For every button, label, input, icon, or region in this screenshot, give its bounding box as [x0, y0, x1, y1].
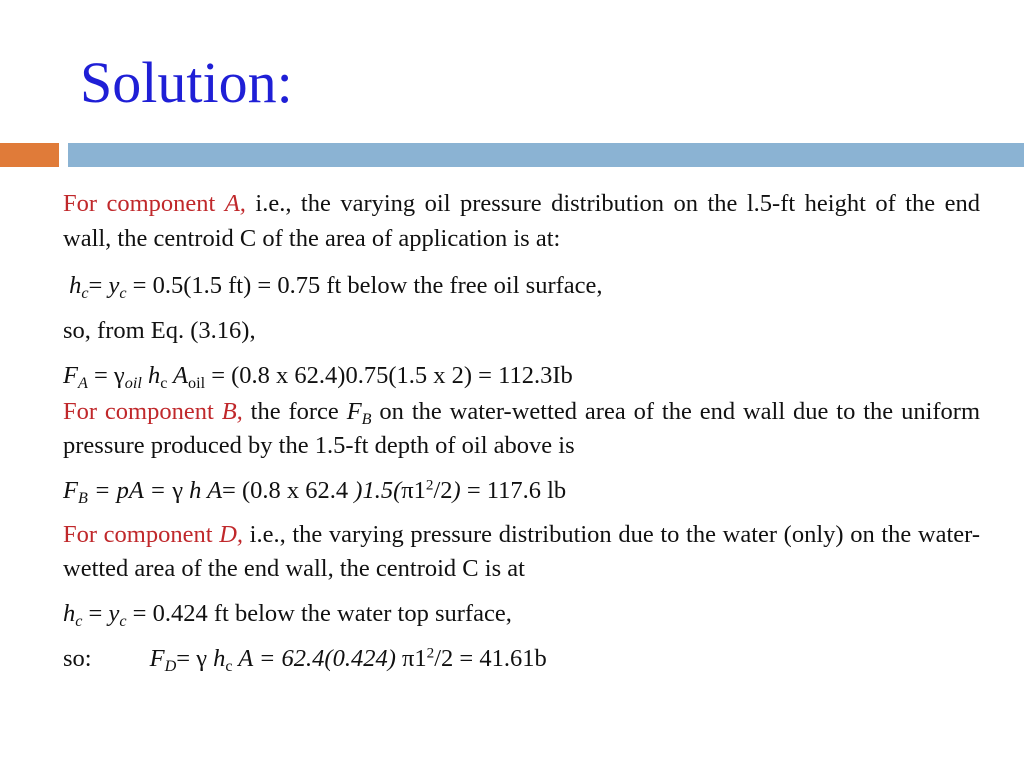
slide-body — [63, 186, 980, 676]
accent-bar-blue — [68, 143, 1024, 167]
slide-title: Solution: — [80, 50, 293, 115]
centroid-water-equation: $h_c = y_c = 0.424$ ft below the water top surface, — [63, 600, 512, 630]
force-b-equation: $F_B$ = pA = γ h A= (0.8 x 62.4 )$1.5(\pi 1^2/2) = 117.6$ lb — [63, 476, 567, 507]
force-a-equation: $F_A = \gamma_{oil}$ $h_c$ $A_{oil} = (0.8$ x 62.4)0.75(1.5 x 2) = 112.3Ib — [63, 362, 573, 392]
centroid-oil-equation: $h_c= y_c = 0.5(1.5$ ft) = 0.75 ft below the free oil surface, — [69, 272, 603, 302]
force-d-equation: so: $F_D= \gamma$ $h_c$ A = 62.4(0.424) $\pi 1^2/2 = 41.61b$ — [63, 644, 547, 675]
eq-reference-line: so, from Eq. (3.16), — [63, 317, 256, 344]
component-b-label: For component B, — [63, 398, 243, 425]
component-a-paragraph: For component A, i.e., the varying oil pressure distribution on the l.5-ft height of the end wall, the centroid C of the area of application is at: — [63, 190, 980, 252]
component-a-label: For component A, — [63, 190, 246, 217]
component-d-label: For component D, — [63, 521, 244, 548]
accent-bar-orange — [0, 143, 59, 167]
component-b-paragraph: For component B, the force $F_B$ on the water-wetted area of the end wall due to the uniform pressure produced by the 1.5-ft depth of oil above is — [63, 398, 980, 459]
component-d-paragraph: For component D, i.e., the varying pressure distribution due to the water (only) on the water-wetted area of the end wall, the centroid C is at — [63, 521, 980, 582]
